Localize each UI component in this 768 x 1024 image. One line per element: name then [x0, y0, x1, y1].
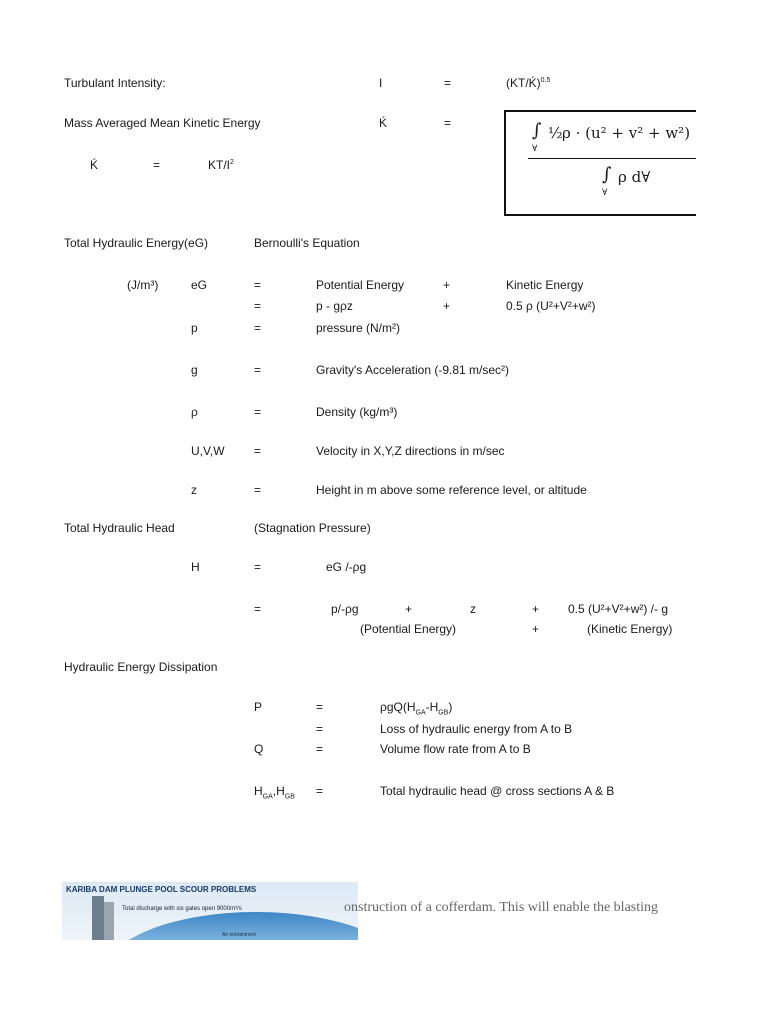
dam-gate-graphic — [104, 902, 114, 940]
k-eq: = — [153, 158, 161, 172]
h3-pe: (Potential Energy) — [360, 622, 457, 636]
z-sym: z — [191, 483, 197, 497]
uvw-eq: = — [254, 444, 262, 458]
numerator-fraction: ½ — [548, 124, 563, 142]
z-eq: = — [254, 483, 262, 497]
g-def: Gravity's Acceleration (-9.81 m/sec²) — [316, 363, 510, 377]
mke-eq: = — [444, 116, 452, 130]
P-formula: $\rho gQ(H_{GA}-H_{GB})$ — [380, 700, 453, 717]
thh-label: Total Hydraulic Head — [64, 521, 175, 535]
plus2: + — [443, 299, 451, 313]
uvw-def: Velocity in X,Y,Z directions in m/sec — [316, 444, 505, 458]
pgz: p - gρz — [316, 299, 353, 313]
g-sym: g — [191, 363, 198, 377]
banner-discharge-label: Total discharge with six gates open 9000m³/s — [122, 906, 242, 912]
pe: Potential Energy — [316, 278, 405, 292]
turb-eq: = — [444, 76, 452, 90]
z-def: Height in m above some reference level, or altitude — [316, 483, 587, 497]
hab-symbol: $H_{GA},H_{GB}$ — [254, 784, 295, 801]
h2-ke: 0.5 (U²+V²+w²) /- g — [568, 602, 669, 616]
h3-plus: + — [532, 622, 540, 636]
p-sym: p — [191, 321, 198, 335]
denominator-expression: ρ d∀ — [618, 168, 651, 186]
h2-eq: = — [254, 602, 262, 616]
P-eq: = — [316, 700, 324, 714]
kinetic-energy-formula-box — [504, 110, 696, 216]
banner-title: KARIBA DAM PLUNGE POOL SCOUR PROBLEMS — [66, 885, 257, 894]
ke-exp: 0.5 ρ (U²+V²+w²) — [506, 299, 596, 313]
the-label: Total Hydraulic Energy(eG) — [64, 236, 209, 250]
P-sym: P — [254, 700, 263, 714]
unit: (J/m³) — [127, 278, 159, 292]
h2-z: z — [470, 602, 476, 616]
denominator-integral-domain: ∀ — [602, 188, 608, 198]
numerator-integral: ∫ — [532, 120, 542, 141]
p-eq: = — [254, 321, 262, 335]
plus1: + — [443, 278, 451, 292]
hab-eq: = — [316, 784, 324, 798]
h2-plus1: + — [405, 602, 413, 616]
hab-def: Total hydraulic head @ cross sections A & B — [380, 784, 615, 798]
mke-label: Mass Averaged Mean Kinetic Energy — [64, 116, 261, 130]
turb-label: Turbulant Intensity: — [64, 76, 166, 90]
kariba-dam-banner-image — [62, 882, 358, 940]
h-sym: H — [191, 560, 200, 574]
rho-sym: ρ — [191, 405, 198, 419]
numerator-integral-domain: ∀ — [532, 144, 538, 154]
fraction-bar — [528, 158, 696, 159]
eq2: = — [254, 299, 262, 313]
hed-label: Hydraulic Energy Dissipation — [64, 660, 218, 674]
h-eq: = — [254, 560, 262, 574]
h-val: eG /-ρg — [326, 560, 367, 574]
banner-air-label: Air entrainment — [222, 932, 256, 938]
p-def: pressure (N/m²) — [316, 321, 401, 335]
Q-eq: = — [316, 742, 324, 756]
eg-sym: eG — [191, 278, 208, 292]
loss-def: Loss of hydraulic energy from A to B — [380, 722, 573, 736]
g-eq: = — [254, 363, 262, 377]
bern: Bernoulli's Equation — [254, 236, 360, 250]
turb-val: (KT/Ḱ)$^{0.5}$ — [506, 76, 551, 90]
rho-def: Density (kg/m³) — [316, 405, 398, 419]
Q-sym: Q — [254, 742, 264, 756]
uvw-sym: U,V,W — [191, 444, 225, 458]
turb-sym: I — [379, 76, 383, 90]
eg-eq: = — [254, 278, 262, 292]
ke: Kinetic Energy — [506, 278, 584, 292]
numerator-expression: ρ · (u² + v² + w²) — [562, 124, 691, 142]
loss-eq: = — [316, 722, 324, 736]
rho-eq: = — [254, 405, 262, 419]
k-val: $KT/I^2$ — [208, 158, 234, 172]
k-sym: Ḱ — [90, 158, 99, 172]
h3-ke: (Kinetic Energy) — [587, 622, 673, 636]
Q-def: Volume flow rate from A to B — [380, 742, 531, 756]
dam-wall-graphic — [92, 896, 104, 940]
h2-p: p/-ρg — [331, 602, 359, 616]
overflowing-body-text: onstruction of a cofferdam. This will enable the blasting — [344, 900, 659, 915]
mke-sym: Ḱ — [379, 116, 388, 130]
stag: (Stagnation Pressure) — [254, 521, 371, 535]
h2-plus2: + — [532, 602, 540, 616]
denominator-integral: ∫ — [602, 164, 612, 185]
